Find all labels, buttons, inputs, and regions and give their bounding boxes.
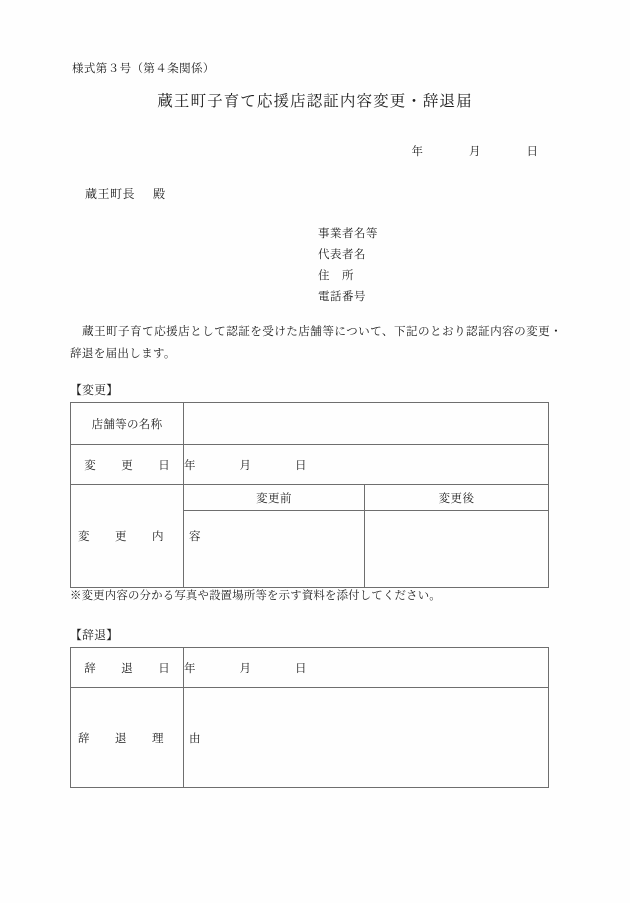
label-withdrawal-reason xyxy=(71,688,208,788)
input-change-date[interactable] xyxy=(184,445,549,485)
input-content-before[interactable] xyxy=(184,511,365,588)
label-withdrawal-date xyxy=(71,648,184,688)
attachment-note: ※変更内容の分かる写真や設置場所等を示す資料を添付してください。 xyxy=(70,588,441,602)
label-withdrawal-date-text: 辞 退 日 xyxy=(84,660,177,675)
table-row xyxy=(71,485,549,511)
page-title: 蔵王町子育て応援店認証内容変更・辞退届 xyxy=(157,92,473,110)
applicant-info-block xyxy=(318,223,378,307)
addressee-name: 蔵王町長 xyxy=(85,187,136,201)
date-year-label: 年 xyxy=(411,144,423,158)
section-heading-withdrawal: 【辞退】 xyxy=(70,628,119,642)
applicant-field-address: 住 所 xyxy=(318,268,354,282)
section-heading-change: 【変更】 xyxy=(70,383,119,397)
applicant-field-representative: 代表者名 xyxy=(318,247,366,261)
input-shop-name[interactable] xyxy=(184,403,549,445)
input-withdrawal-reason[interactable] xyxy=(184,688,549,788)
label-shop-name: 店舗等の名称 xyxy=(71,403,184,445)
label-change-content-text: 変 更 内 容 xyxy=(78,529,208,543)
label-withdrawal-reason-text: 辞 退 理 由 xyxy=(78,730,208,745)
table-row xyxy=(71,688,549,788)
applicant-field-business-name: 事業者名等 xyxy=(318,226,378,240)
table-row xyxy=(71,648,549,688)
withdrawal-date-day-label: 日 xyxy=(295,660,307,675)
date-month-label: 月 xyxy=(469,144,481,158)
label-change-date xyxy=(71,445,184,485)
subheader-after: 変更後 xyxy=(365,485,549,511)
subheader-before: 変更前 xyxy=(184,485,365,511)
body-paragraph-text: 蔵王町子育て応援店として認証を受けた店舗等について、下記のとおり認証内容の変更・辞退を届出します。 xyxy=(70,324,562,360)
label-change-content xyxy=(71,485,208,588)
withdrawal-table xyxy=(70,647,549,788)
addressee xyxy=(85,185,166,202)
label-change-date-text: 変 更 日 xyxy=(84,457,177,472)
applicant-field-phone: 電話番号 xyxy=(318,289,366,303)
input-withdrawal-date[interactable] xyxy=(184,648,549,688)
change-date-year-label: 年 xyxy=(184,457,196,472)
withdrawal-date-month-label: 月 xyxy=(239,660,251,675)
body-paragraph xyxy=(70,320,562,364)
table-row xyxy=(71,403,549,445)
form-number: 様式第３号（第４条関係） xyxy=(72,61,215,75)
table-row xyxy=(71,445,549,485)
change-date-month-label: 月 xyxy=(239,457,251,472)
addressee-honorific: 殿 xyxy=(153,187,166,201)
input-content-after[interactable] xyxy=(365,511,549,588)
withdrawal-date-year-label: 年 xyxy=(184,660,196,675)
change-table xyxy=(70,402,549,588)
change-date-day-label: 日 xyxy=(295,457,307,472)
submission-date-line xyxy=(0,143,538,159)
date-day-label: 日 xyxy=(526,144,538,158)
